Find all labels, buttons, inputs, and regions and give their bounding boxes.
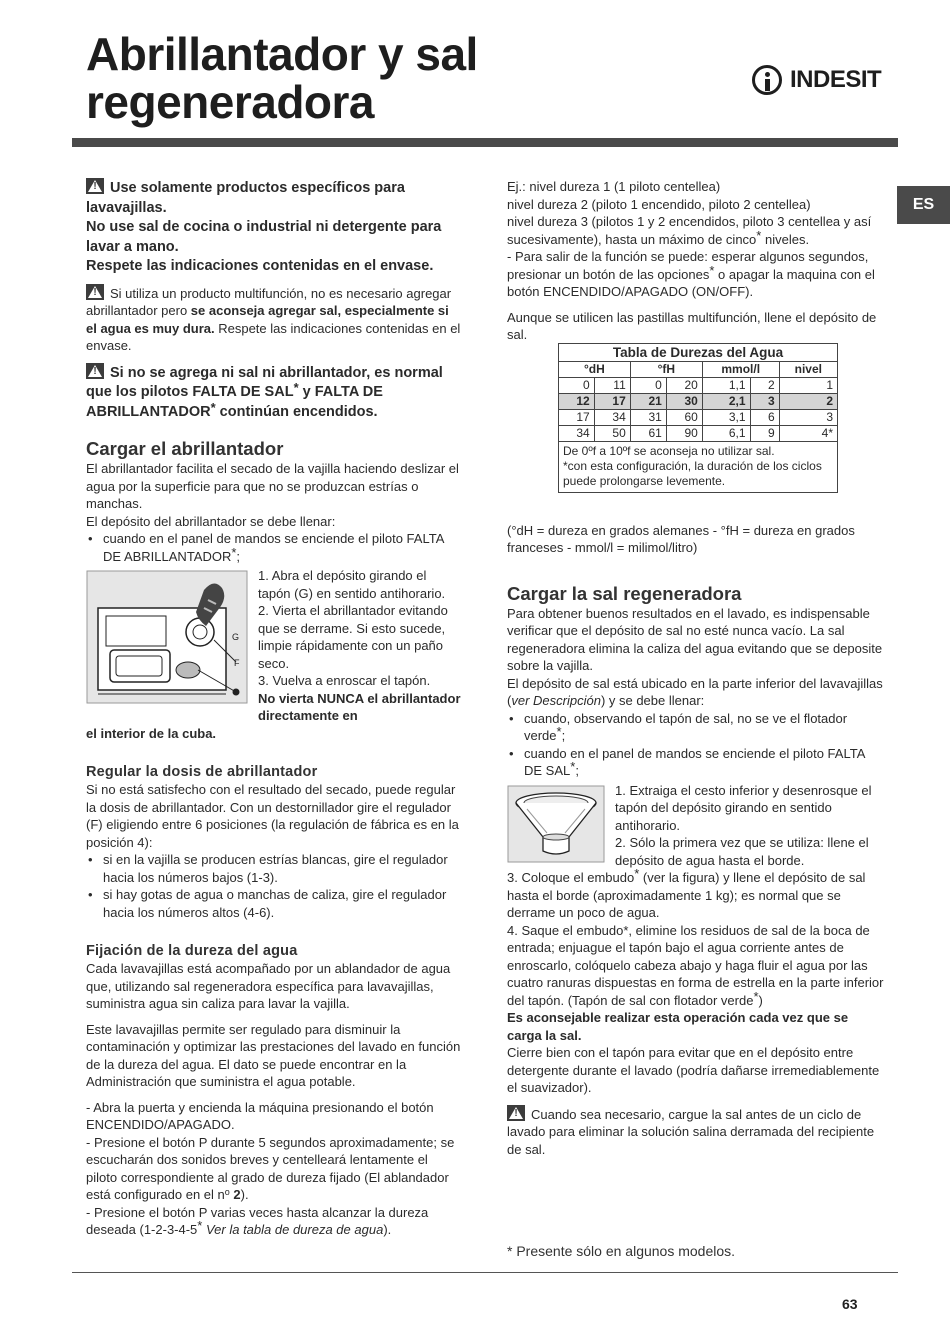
hardness-p2: Este lavavajillas permite ser regulado para disminuir la contaminación y optimizar las prestaciones del lavado en función de la dureza del agua. El dato se puede encontrar en la Administración que suministra el agua potable.	[86, 1021, 461, 1089]
salt-close-advice: Cierre bien con el tapón para evitar que en el depósito entre detergente durante el lavado (podría dañarse irremediablemente el suavizador).	[507, 1045, 880, 1095]
example-line-4: - Para salir de la función se puede: esperar algunos segundos, presionar un botón de las opciones* o apagar la maquina con el botón ENCENDIDO/APAGADO (ON/OFF).	[507, 249, 875, 299]
example-line-1: Ej.: nivel dureza 1 (1 piloto centellea)	[507, 179, 721, 194]
rinse-aid-dispenser-figure	[86, 570, 248, 704]
rinse-warning-end: el interior de la cuba.	[86, 725, 217, 741]
table-row: 34 50 61 90 6,1 9 4*	[559, 425, 837, 441]
table-header: nivel	[779, 362, 837, 378]
rinse-bullet: • cuando en el panel de mandos se enciende el piloto FALTA DE ABRILLANTADOR*;	[86, 530, 462, 565]
dose-bullet-2: • si hay gotas de agua o manchas de caliza, gire el regulador hacia los números altos (4-6).	[86, 886, 462, 921]
page-title: Abrillantador y sal regeneradora	[86, 28, 478, 128]
warning-pilots: !Si no se agrega ni sal ni abrillantador, es normal que los pilotos FALTA DE SAL* y FALTA DE ABRILLANTADOR* continúan encendidos.	[86, 363, 462, 423]
example-line-3: nivel dureza 3 (pilotos 1 y 2 encendidos, piloto 3 centellea y así sucesivamente), hasta un máximo de cinco* niveles.	[507, 214, 872, 247]
salt-warning: !Cuando sea necesario, cargue la sal antes de un ciclo de lavado para eliminar la solución salina derramada del recipiente de sal.	[507, 1105, 885, 1159]
table-header: °fH	[630, 362, 702, 378]
hardness-p5: - Presione el botón P varias veces hasta alcanzar la dureza deseada (1-2-3-4-5* Ver la tabla de dureza de agua).	[86, 1204, 429, 1237]
warning-triangle-icon	[507, 1105, 525, 1121]
hardness-table-title: Tabla de Durezas del Agua	[559, 344, 837, 362]
svg-text:F: F	[234, 658, 240, 668]
header-rule	[72, 138, 898, 147]
warning-products: !Use solamente productos específicos para lavavajillas. No use sal de cocina o industrial ni detergente para lavar a mano. Respete las indicaciones contenidas en el envase.	[86, 178, 462, 277]
svg-text:G: G	[232, 632, 240, 642]
salt-bold-advice: Es aconsejable realizar esta operación cada vez que se carga la sal.	[507, 1010, 849, 1043]
logo-text: INDESIT	[790, 66, 882, 93]
table-header-row	[559, 362, 837, 378]
page-number: 63	[842, 1296, 858, 1312]
table-row: 12 17 21 30 2,1 3 2	[559, 393, 837, 409]
salt-location: El depósito de sal está ubicado en la parte inferior del lavavajillas (ver Descripción) y se debe llenar:	[507, 675, 883, 708]
salt-step-4: 4. Saque el embudo*, elimine los residuos de sal de la boca de entrada; enjuague el tapón bajo el agua corriente antes de enroscarlo, colóquelo cabeza abajo y haga fluir el agua por las cuatro ranuras dispuestas en forma de estrella en la parte inferior del tapón. (Tapón de sal con flotador verde*)	[507, 922, 884, 1008]
hardness-table-grid	[559, 362, 837, 442]
hardness-p4: - Presione el botón P durante 5 segundos aproximadamente; se escucharán dos sonidos breves y centelleará lentamente el piloto correspondiente al grado de dureza fijado (El ablandador está configurado en el $n^o$ 2).	[86, 1134, 455, 1202]
multifunction-tabs-note: Aunque se utilicen las pastillas multifunción, llene el depósito de sal.	[507, 309, 877, 342]
dose-bullet-1: • si en la vajilla se producen estrías blancas, gire el regulador hacia los números bajos (1-3).	[86, 851, 462, 886]
language-tab: ES	[897, 186, 950, 224]
salt-heading: Cargar la sal regeneradora	[507, 582, 742, 604]
warning-triangle-icon	[86, 284, 104, 300]
hardness-table	[558, 343, 838, 493]
footnote: * Presente sólo en algunos modelos.	[507, 1243, 736, 1259]
salt-funnel-figure	[507, 785, 605, 863]
hardness-heading: Fijación de la dureza del agua	[86, 943, 298, 959]
hardness-table-note: De 0ºf a 10ºf se aconseja no utilizar sal. *con esta configuración, la duración de los ciclos puede prolongarse levemente.	[563, 443, 822, 488]
hardness-p3: - Abra la puerta y encienda la máquina presionando el botón ENCENDIDO/APAGADO.	[86, 1099, 434, 1132]
table-header: mmol/l	[702, 362, 779, 378]
dose-heading: Regular la dosis de abrillantador	[86, 764, 318, 780]
salt-bullet-1: • cuando, observando el tapón de sal, no se ve el flotador verde*;	[507, 710, 885, 745]
warning-triangle-icon	[86, 178, 104, 194]
table-header: °dH	[559, 362, 630, 378]
salt-figure-row	[507, 782, 885, 870]
footer-rule	[72, 1272, 898, 1273]
brand-logo	[752, 60, 902, 100]
table-row: 0 11 0 20 1,1 2 1	[559, 377, 837, 393]
warning-multifunction: !Si utiliza un producto multifunción, no es necesario agregar abrillantador pero se aconseja agregar sal, especialmente si el agua es muy dura. Respete las indicaciones contenidas en el envase.	[86, 284, 462, 355]
right-column	[507, 178, 885, 1158]
units-note: (°dH = dureza en grados alemanes - °fH = dureza en grados franceses - mmol/l = milimol/litro)	[507, 522, 855, 555]
salt-steps: 1. Extraiga el cesto inferior y desenrosque el tapón del depósito girando en sentido antihorario. 2. Sólo la primera vez que se utiliza: llene el depósito de agua hasta el borde.	[615, 782, 872, 868]
table-row: 17 34 31 60 3,1 6 3	[559, 409, 837, 425]
example-line-2: nivel dureza 2 (piloto 1 encendido, piloto 2 centellea)	[507, 196, 811, 212]
salt-bullet-2: • cuando en el panel de mandos se enciende el piloto FALTA DE SAL*;	[507, 745, 885, 780]
rinse-heading: Cargar el abrillantador	[86, 438, 284, 459]
salt-step-3: 3. Coloque el embudo* (ver la figura) y llene el depósito de sal hasta el borde (aproximadamente 1 kg); es normal que se derrame un poco de agua.	[507, 866, 866, 920]
rinse-fill-when: El depósito del abrillantador se debe llenar:	[86, 513, 336, 529]
salt-intro: Para obtener buenos resultados en el lavado, es indispensable verificar que el depósito de sal no esté nunca vacío. La sal regeneradora elimina la caliza del agua evitando que se deposite sobre la vajilla.	[507, 605, 883, 673]
rinse-intro: El abrillantador facilita el secado de la vajilla haciendo deslizar el agua por la superficie para que no se produzcan estrías o manchas.	[86, 461, 459, 511]
warning-triangle-icon	[86, 363, 104, 379]
dose-intro: Si no está satisfecho con el resultado del secado, puede regular la dosis de abrillantador. Con un destornillador gire el regulador (F) eligiendo entre 6 posiciones (la regulación de fábrica es en la posición 4):	[86, 782, 459, 850]
rinse-steps: 1. Abra el depósito girando el tapón (G) en sentido antihorario. 2. Vierta el abrillantador evitando que se derrame. Si esto sucede, limpie rápidamente con un paño seco. 3. Vuelva a enroscar el tapón. No vierta NUNCA el abrillantador directamente en	[258, 568, 461, 723]
rinse-figure-row	[86, 567, 462, 725]
indesit-logo-icon	[752, 65, 782, 95]
hardness-p1: Cada lavavajillas está acompañado por un ablandador de agua que, utilizando sal regeneradora específica para lavavajillas, suministra agua sin caliza para lavar la vajilla.	[86, 961, 451, 1011]
left-column	[86, 178, 462, 1239]
